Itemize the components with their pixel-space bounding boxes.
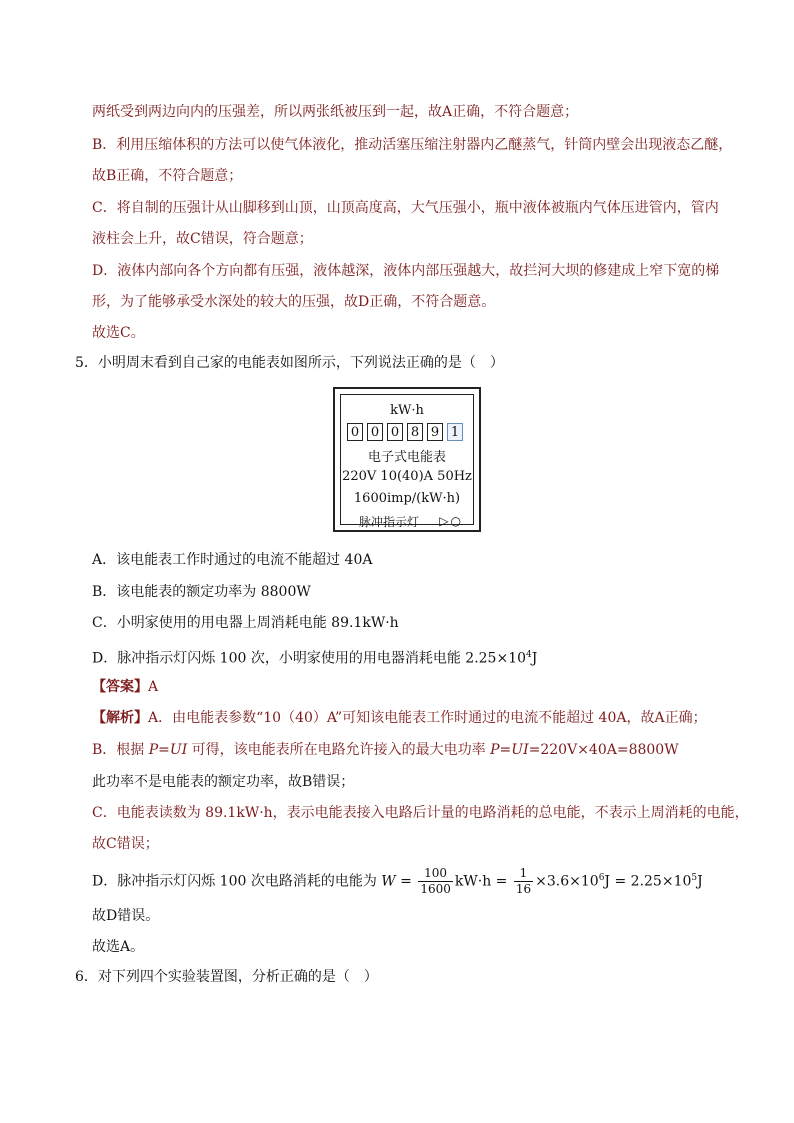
pulse-indicator-icon: ▷○ xyxy=(439,514,463,528)
q4-choice: 故选C。 xyxy=(92,325,145,341)
q5-choice: 故选A。 xyxy=(92,939,145,955)
energy-meter-figure xyxy=(333,387,481,532)
q4-analysis-c-line1: C．将自制的压强计从山脚移到山顶，山顶高度高，大气压强小，瓶中液体被瓶内气体压进管内，管内 xyxy=(92,200,719,216)
meter-digit: 8 xyxy=(407,423,423,441)
meter-digit: 0 xyxy=(367,423,383,441)
meter-digit: 0 xyxy=(347,423,363,441)
q5-analysis-b1: B．根据 P=UI 可得，该电能表所在电路允许接入的最大电功率 P=UI=220V×40A=8800W xyxy=(92,742,679,758)
fraction-1-16: $\frac{1}{16}$ xyxy=(515,866,532,897)
meter-pulse-label: 脉冲指示灯 xyxy=(359,515,420,529)
q5-analysis-a: 【解析】A．由电能表参数“10（40）A”可知该电能表工作时通过的电流不能超过 40A，故A正确； xyxy=(92,710,707,726)
q4-analysis-d-line1: D．液体内部向各个方向都有压强，液体越深，液体内部压强越大，故拦河大坝的修建成上窄下宽的梯 xyxy=(92,263,720,279)
q5-analysis-d2: 故D错误。 xyxy=(92,908,160,924)
q5-analysis-c1: C．电能表读数为 89.1kW·h，表示电能表接入电路后计量的电路消耗的总电能，不表示上周消耗的电能， xyxy=(92,805,749,821)
q5-analysis-b2: 此功率不是电能表的额定功率，故B错误； xyxy=(92,774,355,790)
meter-digits xyxy=(347,423,463,441)
q5-answer: 【答案】A xyxy=(92,679,159,695)
q5-analysis-c2: 故C错误； xyxy=(92,836,159,852)
q6-stem: 6．对下列四个实验装置图，分析正确的是（ ） xyxy=(75,969,378,985)
q4-analysis-d-line2: 形，为了能够承受水深处的较大的压强，故D正确，不符合题意。 xyxy=(92,294,496,310)
q4-analysis-line1: 两纸受到两边向内的压强差，所以两张纸被压到一起，故A正确，不符合题意； xyxy=(92,104,579,120)
meter-digit-decimal: 1 xyxy=(447,423,463,441)
meter-name: 电子式电能表 xyxy=(367,450,446,465)
q5-analysis-d: D．脉冲指示灯闪烁 100 次电路消耗的电能为 W = $\frac{100}{1600}$ kW·h = $\frac{1}{16}$ $\times 3.6\times 10^6J = 2.25\times 10^5J$ xyxy=(92,866,703,897)
meter-panel xyxy=(340,394,474,529)
q5-option-d: D．脉冲指示灯闪烁 100 次，小明家使用的用电器消耗电能 $2.25\times 10^4J$ xyxy=(92,650,538,667)
fraction-100-1600: $\frac{100}{1600}$ xyxy=(420,866,451,897)
q4-analysis-b-line1: B．利用压缩体积的方法可以使气体液化，推动活塞压缩注射器内乙醚蒸气，针筒内壁会出现液态乙醚， xyxy=(92,137,733,153)
q5-option-a: A．该电能表工作时通过的电流不能超过 40A xyxy=(92,552,373,568)
q5-option-b: B．该电能表的额定功率为 8800W xyxy=(92,584,311,600)
meter-unit: kW·h xyxy=(390,403,424,418)
meter-spec: 220V 10(40)A 50Hz xyxy=(342,469,472,484)
q4-analysis-b-line2: 故B正确，不符合题意； xyxy=(92,168,243,184)
q5-option-c: C．小明家使用的用电器上周消耗电能 89.1kW·h xyxy=(92,615,399,631)
meter-digit: 9 xyxy=(427,423,443,441)
q4-analysis-c-line2: 液柱会上升，故C错误，符合题意； xyxy=(92,231,313,247)
q5-stem: 5．小明周末看到自己家的电能表如图所示，下列说法正确的是（ ） xyxy=(75,355,504,371)
meter-digit: 0 xyxy=(387,423,403,441)
meter-imp: 1600imp/(kW·h) xyxy=(353,491,461,506)
